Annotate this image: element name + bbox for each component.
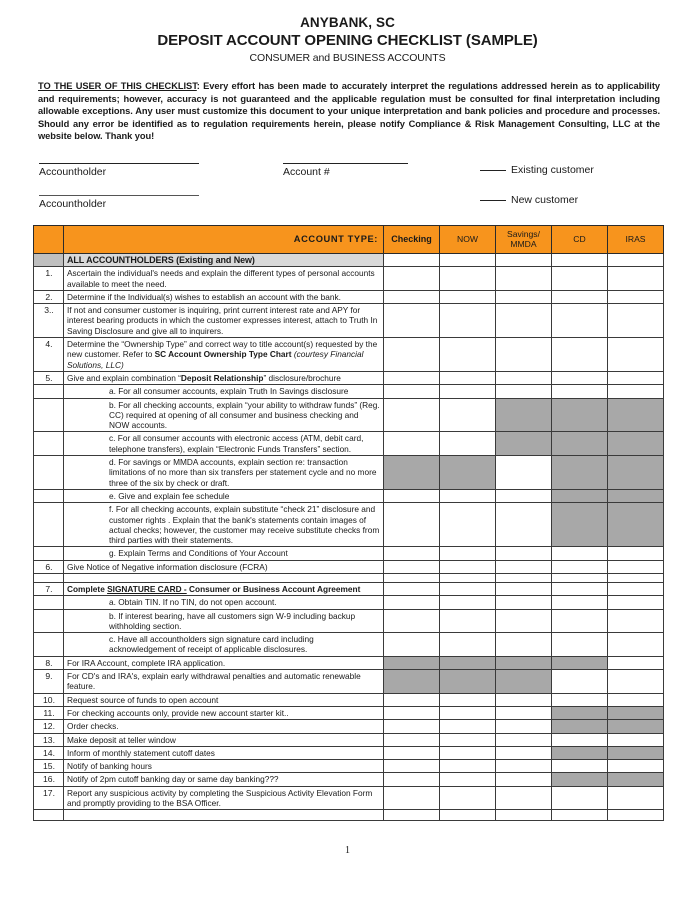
- checkbox-cell-now[interactable]: [440, 253, 496, 266]
- task-description: For checking accounts only, provide new account starter kit..: [64, 706, 384, 719]
- checkbox-cell-cd[interactable]: [552, 304, 608, 338]
- checkbox-cell-checking[interactable]: [384, 582, 440, 595]
- row-number: [34, 398, 64, 432]
- account-number-field[interactable]: [283, 163, 408, 179]
- checkbox-cell-cd[interactable]: [552, 609, 608, 633]
- task-description: Request source of funds to open account: [64, 693, 384, 706]
- task-emphasis: SIGNATURE CARD -: [107, 583, 187, 594]
- checkbox-cell-iras[interactable]: [608, 760, 664, 773]
- title-block: [0, 0, 695, 66]
- checkbox-cell-checking[interactable]: [384, 720, 440, 733]
- table-row: [34, 338, 664, 372]
- task-emphasis: Deposit Relationship: [180, 372, 264, 383]
- task-description: [64, 398, 384, 432]
- checkbox-cell-now[interactable]: [440, 786, 496, 810]
- checkbox-cell-now[interactable]: [440, 746, 496, 759]
- checkbox-cell-iras: [608, 773, 664, 786]
- checkbox-cell-savings-mmda[interactable]: [496, 573, 552, 582]
- table-row: [34, 560, 664, 573]
- checkbox-cell-iras[interactable]: [608, 253, 664, 266]
- checkbox-cell-checking[interactable]: [384, 760, 440, 773]
- checkbox-cell-checking[interactable]: [384, 633, 440, 657]
- checkbox-cell-cd: [552, 398, 608, 432]
- checkbox-cell-iras[interactable]: [608, 693, 664, 706]
- checkbox-cell-checking[interactable]: [384, 596, 440, 609]
- table-row: [34, 267, 664, 291]
- sub-task-text: c. Have all accountholders sign signature card including acknowledgement of receipt of applicable disclosures.: [109, 634, 314, 655]
- checkbox-cell-cd[interactable]: [552, 290, 608, 303]
- row-number: [34, 503, 64, 547]
- checkbox-cell-savings-mmda[interactable]: [496, 693, 552, 706]
- column-header-checking: Checking: [384, 225, 440, 253]
- sub-task-text: b. For all checking accounts, explain “your ability to withdraw funds” (Reg. CC) required at opening of all consumer and business checking and NOW accounts.: [109, 399, 380, 431]
- row-number: [34, 489, 64, 502]
- page-number: 1: [345, 845, 350, 856]
- row-number: 8.: [34, 656, 64, 669]
- checkbox-cell-now[interactable]: [440, 693, 496, 706]
- row-number: 12.: [34, 720, 64, 733]
- checkbox-cell-cd[interactable]: [552, 670, 608, 694]
- checkbox-cell-cd[interactable]: [552, 810, 608, 821]
- checkbox-cell-cd[interactable]: [552, 633, 608, 657]
- table-row: [34, 371, 664, 384]
- checkbox-cell-iras[interactable]: [608, 573, 664, 582]
- checkbox-cell-checking[interactable]: [384, 773, 440, 786]
- checkbox-cell-iras: [608, 706, 664, 719]
- savings-line-2: MMDA: [510, 239, 537, 250]
- page-title: DEPOSIT ACCOUNT OPENING CHECKLIST (SAMPLE): [157, 32, 538, 49]
- checkbox-cell-savings-mmda: [496, 432, 552, 456]
- row-number: [34, 456, 64, 490]
- task-description: [64, 385, 384, 398]
- table-header-row: [34, 225, 664, 253]
- row-number: 4.: [34, 338, 64, 372]
- table-body: [34, 253, 664, 820]
- existing-customer-blank[interactable]: [480, 170, 506, 171]
- task-description: [64, 432, 384, 456]
- row-number: [34, 573, 64, 582]
- checkbox-cell-cd: [552, 720, 608, 733]
- task-description: Report any suspicious activity by completing the Suspicious Activity Elevation Form and promptly providing to the BSA Officer.: [64, 786, 384, 810]
- table-row: [34, 290, 664, 303]
- checkbox-cell-savings-mmda[interactable]: [496, 596, 552, 609]
- row-number: [34, 596, 64, 609]
- checkbox-cell-checking: [384, 670, 440, 694]
- account-number-label: Account #: [283, 165, 330, 178]
- table-row: [34, 670, 664, 694]
- task-description: [64, 573, 384, 582]
- accountholder-1-label: Accountholder: [39, 165, 107, 178]
- checkbox-cell-checking: [384, 656, 440, 669]
- checkbox-cell-iras[interactable]: [608, 267, 664, 291]
- checkbox-cell-cd[interactable]: [552, 582, 608, 595]
- row-number: 11.: [34, 706, 64, 719]
- checkbox-cell-cd: [552, 503, 608, 547]
- checkbox-cell-checking[interactable]: [384, 693, 440, 706]
- checkbox-cell-cd: [552, 456, 608, 490]
- notice-body: : Every effort has been made to accurately interpret the regulations addressed herein as to applicability and requirements; however, accuracy is not guaranteed and the applicable regulation must be consulted for final interpretation including allowable exceptions. Any user must customize this document to your unique interpretation and bank policies and procedure and processes. Should any error be identified as to regulation requirements herein, please notify Compliance & Risk Management Consulting, LLC at the website below. Thank you!: [38, 81, 660, 142]
- task-description: Determine the “Ownership Type” and correct way to title account(s) requested by the new customer. Refer to SC Account Ownership Type Chart (courtesy Financial Solutions, LLC): [64, 338, 384, 372]
- checkbox-cell-checking: [384, 456, 440, 490]
- sub-task-text: b. If interest bearing, have all customers sign W-9 including backup withholding section.: [109, 610, 356, 631]
- checkbox-cell-now[interactable]: [440, 733, 496, 746]
- row-number: [34, 609, 64, 633]
- table-row: [34, 547, 664, 560]
- checkbox-cell-savings-mmda[interactable]: [496, 810, 552, 821]
- checkbox-cell-now: [440, 456, 496, 490]
- task-description: [64, 547, 384, 560]
- checkbox-cell-iras[interactable]: [608, 609, 664, 633]
- checkbox-cell-checking[interactable]: [384, 304, 440, 338]
- checkbox-cell-iras[interactable]: [608, 560, 664, 573]
- row-number: 5.: [34, 371, 64, 384]
- checkbox-cell-savings-mmda[interactable]: [496, 489, 552, 502]
- row-number: [34, 547, 64, 560]
- table-row: [34, 489, 664, 502]
- checkbox-cell-checking[interactable]: [384, 385, 440, 398]
- sub-task-text: c. For all consumer accounts with electronic access (ATM, debit card, telephone transfers), explain “Electronic Funds Transfers” section.: [109, 433, 364, 454]
- checkbox-cell-savings-mmda[interactable]: [496, 267, 552, 291]
- row-number: 7.: [34, 582, 64, 595]
- existing-customer-label: Existing customer: [511, 163, 594, 176]
- page-subtitle: CONSUMER and BUSINESS ACCOUNTS: [249, 52, 446, 64]
- checkbox-cell-now[interactable]: [440, 338, 496, 372]
- table-row: [34, 786, 664, 810]
- checkbox-cell-checking[interactable]: [384, 706, 440, 719]
- task-citation: (courtesy Financial Solutions, LLC): [67, 349, 364, 370]
- checkbox-cell-checking[interactable]: [384, 371, 440, 384]
- task-description: [64, 633, 384, 657]
- table-row: [34, 810, 664, 821]
- table-row: [34, 706, 664, 719]
- checkbox-cell-checking[interactable]: [384, 609, 440, 633]
- task-description: Ascertain the individual's needs and explain the different types of personal accounts available to meet the need.: [64, 267, 384, 291]
- table-header: [34, 225, 664, 253]
- task-description: Make deposit at teller window: [64, 733, 384, 746]
- checkbox-cell-savings-mmda[interactable]: [496, 582, 552, 595]
- checkbox-cell-savings-mmda[interactable]: [496, 760, 552, 773]
- row-number: 10.: [34, 693, 64, 706]
- checklist-table: [33, 225, 664, 821]
- table-row: [34, 596, 664, 609]
- checkbox-cell-now[interactable]: [440, 573, 496, 582]
- checkbox-cell-savings-mmda[interactable]: [496, 746, 552, 759]
- checkbox-cell-checking[interactable]: [384, 503, 440, 547]
- checkbox-cell-cd[interactable]: [552, 560, 608, 573]
- table-row: [34, 398, 664, 432]
- header-account-type-label: ACCOUNT TYPE:: [64, 225, 384, 253]
- checkbox-cell-cd[interactable]: [552, 760, 608, 773]
- savings-line-1: Savings/: [507, 229, 540, 240]
- checkbox-cell-iras[interactable]: [608, 338, 664, 372]
- checkbox-cell-cd[interactable]: [552, 693, 608, 706]
- row-number: 17.: [34, 786, 64, 810]
- checkbox-cell-iras[interactable]: [608, 290, 664, 303]
- checkbox-cell-savings-mmda[interactable]: [496, 304, 552, 338]
- checkbox-cell-savings-mmda[interactable]: [496, 609, 552, 633]
- checkbox-cell-now[interactable]: [440, 547, 496, 560]
- checkbox-cell-cd: [552, 656, 608, 669]
- task-description: [64, 810, 384, 821]
- checkbox-cell-now: [440, 656, 496, 669]
- checkbox-cell-savings-mmda[interactable]: [496, 371, 552, 384]
- checkbox-cell-savings-mmda[interactable]: [496, 720, 552, 733]
- row-number: 15.: [34, 760, 64, 773]
- checkbox-cell-now[interactable]: [440, 760, 496, 773]
- checkbox-cell-checking[interactable]: [384, 573, 440, 582]
- checkbox-cell-cd: [552, 489, 608, 502]
- checkbox-cell-iras: [608, 456, 664, 490]
- sub-task-text: g. Explain Terms and Conditions of Your Account: [109, 548, 288, 559]
- row-number: 6.: [34, 560, 64, 573]
- checkbox-cell-savings-mmda[interactable]: [496, 786, 552, 810]
- table-row: [34, 385, 664, 398]
- checkbox-cell-checking[interactable]: [384, 810, 440, 821]
- checkbox-cell-checking[interactable]: [384, 746, 440, 759]
- checkbox-cell-checking[interactable]: [384, 338, 440, 372]
- table-row: [34, 760, 664, 773]
- checkbox-cell-cd[interactable]: [552, 573, 608, 582]
- table-row: [34, 573, 664, 582]
- checkbox-cell-cd[interactable]: [552, 253, 608, 266]
- checkbox-cell-now[interactable]: [440, 633, 496, 657]
- checkbox-cell-now[interactable]: [440, 290, 496, 303]
- task-description: For IRA Account, complete IRA application.: [64, 656, 384, 669]
- checkbox-cell-iras[interactable]: [608, 656, 664, 669]
- task-description: Complete SIGNATURE CARD - Consumer or Business Account Agreement: [64, 582, 384, 595]
- checkbox-cell-savings-mmda[interactable]: [496, 253, 552, 266]
- row-number: [34, 385, 64, 398]
- column-header-now: NOW: [440, 225, 496, 253]
- table-row: [34, 733, 664, 746]
- column-header-iras: IRAS: [608, 225, 664, 253]
- checkbox-cell-savings-mmda[interactable]: [496, 633, 552, 657]
- column-header-savings-mmda: [496, 225, 552, 253]
- table-row: [34, 456, 664, 490]
- checkbox-cell-iras[interactable]: [608, 670, 664, 694]
- row-number: 16.: [34, 773, 64, 786]
- page-footer: [0, 845, 695, 856]
- checkbox-cell-iras[interactable]: [608, 547, 664, 560]
- checkbox-cell-checking[interactable]: [384, 786, 440, 810]
- table-row: [34, 582, 664, 595]
- bank-name: ANYBANK, SC: [300, 15, 395, 30]
- task-description: Notify of 2pm cutoff banking day or same day banking???: [64, 773, 384, 786]
- checkbox-cell-now[interactable]: [440, 596, 496, 609]
- task-emphasis: SC Account Ownership Type Chart: [154, 349, 292, 360]
- checkbox-cell-checking[interactable]: [384, 733, 440, 746]
- table-row: [34, 609, 664, 633]
- checkbox-cell-cd[interactable]: [552, 267, 608, 291]
- table-row: [34, 503, 664, 547]
- form-fields: [0, 163, 695, 225]
- checkbox-cell-checking[interactable]: [384, 267, 440, 291]
- table-row: [34, 720, 664, 733]
- row-number: 3..: [34, 304, 64, 338]
- task-description: [64, 489, 384, 502]
- checkbox-cell-iras[interactable]: [608, 385, 664, 398]
- checkbox-cell-cd[interactable]: [552, 338, 608, 372]
- checkbox-cell-now[interactable]: [440, 582, 496, 595]
- row-number: [34, 633, 64, 657]
- task-description: Give and explain combination “Deposit Relationship” disclosure/brochure: [64, 371, 384, 384]
- checkbox-cell-now: [440, 670, 496, 694]
- checkbox-cell-iras: [608, 503, 664, 547]
- new-customer-checkbox[interactable]: [480, 194, 578, 206]
- checkbox-cell-now[interactable]: [440, 720, 496, 733]
- checkbox-cell-iras: [608, 489, 664, 502]
- checkbox-cell-iras: [608, 746, 664, 759]
- sub-task-text: a. For all consumer accounts, explain Truth In Savings disclosure: [109, 386, 349, 397]
- checkbox-cell-savings-mmda[interactable]: [496, 290, 552, 303]
- accountholder-1-field[interactable]: [39, 163, 199, 179]
- checkbox-cell-cd[interactable]: [552, 371, 608, 384]
- table-row: [34, 432, 664, 456]
- header-number-cell: [34, 225, 64, 253]
- task-description: [64, 609, 384, 633]
- checkbox-cell-savings-mmda: [496, 398, 552, 432]
- checkbox-cell-iras[interactable]: [608, 786, 664, 810]
- checkbox-cell-checking[interactable]: [384, 489, 440, 502]
- checkbox-cell-now[interactable]: [440, 773, 496, 786]
- section-header-row: [34, 253, 664, 266]
- task-description: If not and consumer customer is inquiring, print current interest rate and APY for interest bearing products in which the customer expresses interest, attach to Truth In Saving Disclosure and give all to inquirers.: [64, 304, 384, 338]
- checkbox-cell-iras: [608, 720, 664, 733]
- new-customer-label: New customer: [511, 193, 579, 206]
- checkbox-cell-iras: [608, 432, 664, 456]
- checkbox-cell-savings-mmda[interactable]: [496, 560, 552, 573]
- notice-lead: TO THE USER OF THIS CHECKLIST: [38, 81, 197, 91]
- checkbox-cell-now[interactable]: [440, 385, 496, 398]
- checkbox-cell-cd: [552, 746, 608, 759]
- section-number-cell: [34, 253, 64, 266]
- sub-task-text: f. For all checking accounts, explain substitute “check 21” disclosure and customer rights . Explain that the bank's statements contain images of actual checks; however, the customer may receive substitute checks from third parties with their statements.: [109, 504, 380, 546]
- task-description: [64, 456, 384, 490]
- checkbox-cell-iras: [608, 398, 664, 432]
- checkbox-cell-now[interactable]: [440, 503, 496, 547]
- checkbox-cell-savings-mmda[interactable]: [496, 456, 552, 490]
- checkbox-cell-now[interactable]: [440, 398, 496, 432]
- sub-task-text: a. Obtain TIN. If no TIN, do not open account.: [109, 597, 277, 608]
- checkbox-cell-iras[interactable]: [608, 633, 664, 657]
- task-description: For CD's and IRA's, explain early withdrawal penalties and automatic renewable feature.: [64, 670, 384, 694]
- checkbox-cell-savings-mmda[interactable]: [496, 773, 552, 786]
- task-description: [64, 503, 384, 547]
- checkbox-cell-now[interactable]: [440, 810, 496, 821]
- table-row: [34, 633, 664, 657]
- checkbox-cell-now[interactable]: [440, 706, 496, 719]
- existing-customer-checkbox[interactable]: [480, 164, 594, 176]
- checkbox-cell-now[interactable]: [440, 371, 496, 384]
- row-number: 9.: [34, 670, 64, 694]
- section-title: ALL ACCOUNTHOLDERS (Existing and New): [64, 253, 384, 266]
- checkbox-cell-iras[interactable]: [608, 304, 664, 338]
- checkbox-cell-savings-mmda[interactable]: [496, 706, 552, 719]
- row-number: [34, 432, 64, 456]
- row-number: [34, 810, 64, 821]
- column-header-cd: CD: [552, 225, 608, 253]
- task-description: Order checks.: [64, 720, 384, 733]
- checkbox-cell-savings-mmda: [496, 656, 552, 669]
- checkbox-cell-now[interactable]: [440, 560, 496, 573]
- checkbox-cell-now[interactable]: [440, 609, 496, 633]
- task-description: [64, 596, 384, 609]
- checkbox-cell-checking[interactable]: [384, 547, 440, 560]
- sub-task-text: e. Give and explain fee schedule: [109, 490, 230, 501]
- user-notice: [38, 80, 660, 143]
- task-description: Inform of monthly statement cutoff dates: [64, 746, 384, 759]
- table-row: [34, 773, 664, 786]
- checkbox-cell-savings-mmda: [496, 670, 552, 694]
- sub-task-text: d. For savings or MMDA accounts, explain section re: transaction limitations of no more than six transfers per statement cycle and no more three of the six by check or draft.: [109, 457, 377, 488]
- checkbox-cell-cd[interactable]: [552, 385, 608, 398]
- task-description: Give Notice of Negative information disclosure (FCRA): [64, 560, 384, 573]
- checkbox-cell-now[interactable]: [440, 267, 496, 291]
- row-number: 1.: [34, 267, 64, 291]
- checkbox-cell-iras[interactable]: [608, 582, 664, 595]
- accountholder-2-field[interactable]: [39, 195, 199, 211]
- checkbox-cell-savings-mmda[interactable]: [496, 503, 552, 547]
- row-number: 14.: [34, 746, 64, 759]
- row-number: 13.: [34, 733, 64, 746]
- checkbox-cell-iras[interactable]: [608, 733, 664, 746]
- checkbox-cell-cd: [552, 773, 608, 786]
- checkbox-cell-iras[interactable]: [608, 371, 664, 384]
- checkbox-cell-cd: [552, 432, 608, 456]
- checkbox-cell-savings-mmda[interactable]: [496, 385, 552, 398]
- checkbox-cell-savings-mmda[interactable]: [496, 547, 552, 560]
- table-row: [34, 304, 664, 338]
- checkbox-cell-checking[interactable]: [384, 398, 440, 432]
- checkbox-cell-iras[interactable]: [608, 596, 664, 609]
- task-description: Notify of banking hours: [64, 760, 384, 773]
- checkbox-cell-now[interactable]: [440, 432, 496, 456]
- checkbox-cell-cd[interactable]: [552, 547, 608, 560]
- accountholder-2-label: Accountholder: [39, 197, 107, 210]
- checkbox-cell-savings-mmda[interactable]: [496, 733, 552, 746]
- checkbox-cell-checking[interactable]: [384, 432, 440, 456]
- checkbox-cell-cd: [552, 706, 608, 719]
- checkbox-cell-cd[interactable]: [552, 786, 608, 810]
- task-description: Determine if the Individual(s) wishes to establish an account with the bank.: [64, 290, 384, 303]
- new-customer-blank[interactable]: [480, 200, 506, 201]
- checkbox-cell-savings-mmda[interactable]: [496, 338, 552, 372]
- checkbox-cell-iras[interactable]: [608, 810, 664, 821]
- checkbox-cell-checking[interactable]: [384, 253, 440, 266]
- table-row: [34, 693, 664, 706]
- table-row: [34, 656, 664, 669]
- checkbox-cell-checking[interactable]: [384, 560, 440, 573]
- checkbox-cell-cd[interactable]: [552, 596, 608, 609]
- task-emphasis-tail: Consumer or Business Account Agreement: [186, 583, 361, 594]
- row-number: 2.: [34, 290, 64, 303]
- table-row: [34, 746, 664, 759]
- checkbox-cell-checking[interactable]: [384, 290, 440, 303]
- checkbox-cell-now[interactable]: [440, 304, 496, 338]
- checkbox-cell-cd[interactable]: [552, 733, 608, 746]
- checkbox-cell-now[interactable]: [440, 489, 496, 502]
